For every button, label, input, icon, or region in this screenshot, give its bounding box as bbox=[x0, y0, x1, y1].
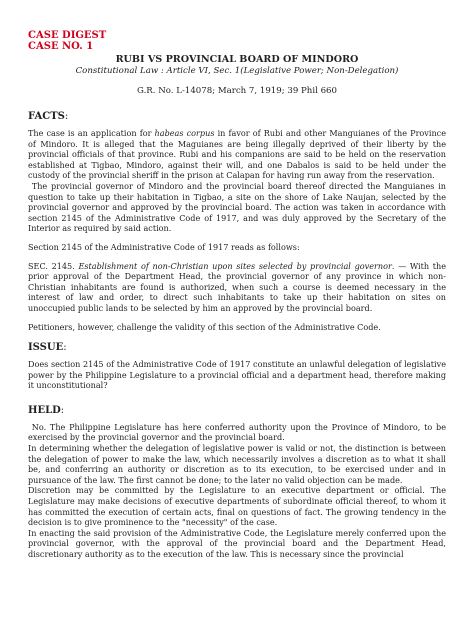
case-title: RUBI VS PROVINCIAL BOARD OF MINDORO bbox=[115, 54, 359, 65]
facts-paragraph-3: Section 2145 of the Administrative Code of 1917 reads as follows: bbox=[28, 241, 300, 252]
held-paragraph-1: No. The Philippine Legislature has here conferred authority upon the Province of Mindoro, to be exercised by the provincial governor and the provincial board. bbox=[28, 421, 446, 443]
facts-paragraph-4: SEC. 2145. Establishment of non-Christian upon sites selected by provincial governor. — With the prior approval of the Department Head, the provincial governor of any province in which non-Christian inhabitants are found is authorized, when such a course is deemed necessary in the interest of law and order, to direct such inhabitants to take up their habitation on sites on unoccupied public lands to be selected by him an approved by the provincial board. bbox=[28, 260, 447, 313]
facts-paragraph-1: The case is an application for habeas corpus in favor of Rubi and other Manguianes of the Province of Mindoro. It is alleged that the Maguianes are being illegally deprived of their liberty by the provincial officials of that province. Rubi and his companions are said to be held on the reservation established at Tigbao, Mindoro, against their will, and one Dabalos is said to be held under the custody of the provincial sheriff in the prison at Calapan for having run away from the reservation. bbox=[28, 128, 447, 181]
facts-heading: FACTS: bbox=[28, 111, 69, 122]
title-block bbox=[28, 54, 446, 97]
held-heading: HELD: bbox=[28, 404, 65, 416]
issue-heading: ISSUE: bbox=[28, 342, 67, 354]
case-subtitle: Constitutional Law : Article VI, Sec. 1(Legislative Power; Non-Delegation) bbox=[75, 66, 399, 76]
held-paragraph-4: In enacting the said provision of the Administrative Code, the Legislature merely conferred upon the provincial governor, with the approval of the provincial board and the Department Head, discretionary authority as to the execution of the law. This is necessary since the provincial bbox=[28, 527, 446, 559]
case-citation: G.R. No. L-14078; March 7, 1919; 39 Phil 660 bbox=[137, 86, 337, 96]
issue-paragraph-1: Does section 2145 of the Administrative Code of 1917 constitute an unlawful delegation of legislative power by the Philippine Legislature to a provincial official and a department head, therefore making it unconstitutional? bbox=[28, 359, 446, 391]
held-paragraph-2: In determining whether the delegation of legislative power is valid or not, the distinction is between the delegation of power to make the law, which necessarily involves a discretion as to what it shall be, and conferring an authority or discretion as to its execution, to be exercised under and in pursuance of the law. The first cannot be done; to the later no valid objection can be made. bbox=[28, 443, 446, 485]
case-number-label: CASE NO. 1 bbox=[28, 41, 94, 52]
facts-paragraph-5: Petitioners, however, challenge the validity of this section of the Administrative Code. bbox=[28, 321, 381, 332]
facts-paragraph-2: The provincial governor of Mindoro and the provincial board thereof directed the Manguianes in question to take up their habitation in Tigbao, a site on the shore of Lake Naujan, selected by the provincial governor and approved by the provincial board. The action was taken in accordance with section 2145 of the Administrative Code of 1917, and was duly approved by the Secretary of the Interior as required by said action. bbox=[28, 180, 446, 234]
case-digest-label: CASE DIGEST bbox=[28, 30, 107, 41]
held-paragraph-3: Discretion may be committed by the Legislature to an executive department or official. The Legislature may make decisions of executive departments of subordinate official thereof, to whom it has committed the execution of certain acts, final on questions of fact. The growing tendency in the decision is to give prominence to the "necessity" of the case. bbox=[28, 485, 446, 528]
